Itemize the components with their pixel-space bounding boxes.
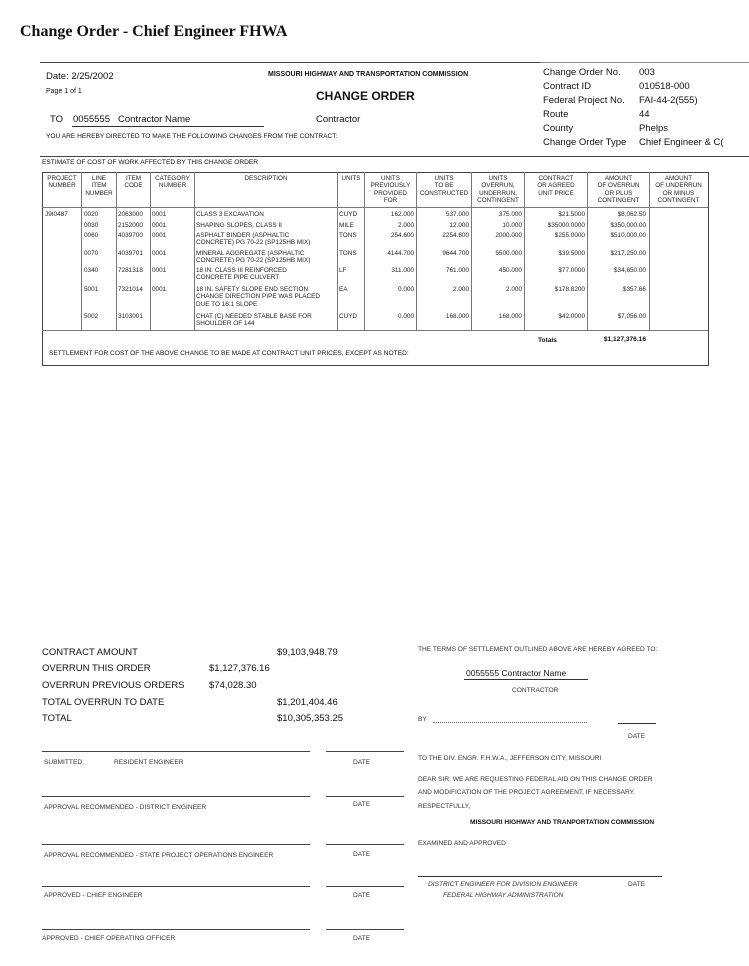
- sig-line-chief-engineer[interactable]: [42, 886, 310, 887]
- col-header-units-previous: UNITS PREVIOUSLY PROVIDED FOR: [370, 175, 411, 204]
- sig-line-state-ops[interactable]: [42, 844, 310, 845]
- col-sep: [194, 172, 195, 330]
- cell-overrun: 2.000: [506, 286, 522, 293]
- cell-units: LF: [339, 267, 347, 274]
- cell-description: CHAT (C) NEEDED STABLE BASE FOR SHOULDER OF 144: [196, 313, 312, 328]
- by-label: BY: [418, 716, 427, 723]
- cell-line: 0070: [84, 250, 99, 257]
- sig-date-label: DATE: [353, 892, 371, 899]
- cell-previous: 0.000: [398, 313, 414, 320]
- directive-text: YOU ARE HEREBY DIRECTED TO MAKE THE FOLLOWING CHANGES FROM THE CONTRACT:: [46, 133, 338, 140]
- cell-description: 18 IN. CLASS III REINFORCED CONCRETE PIPE CULVERT: [196, 267, 287, 282]
- change-order-type-value: Chief Engineer & C(: [639, 137, 724, 148]
- cell-previous: 2.000: [398, 222, 414, 229]
- district-engineer-sig-line[interactable]: [418, 876, 662, 877]
- cell-amount-plus: $510,000.00: [610, 232, 646, 239]
- cell-code: 2063000: [118, 211, 143, 218]
- sig-date-label: DATE: [353, 851, 371, 858]
- cell-amount-plus: $350,000.00: [610, 222, 646, 229]
- sig-line-submitted[interactable]: [42, 751, 310, 752]
- cell-previous: 0.000: [398, 286, 414, 293]
- cell-previous: 162.000: [390, 211, 414, 218]
- sig-label-chief-engineer: APPROVED - CHIEF ENGINEER: [44, 892, 143, 899]
- total-overrun-value: $1,201,404.46: [277, 697, 338, 708]
- cell-overrun: 450.000: [498, 267, 522, 274]
- cell-line: 0030: [84, 222, 99, 229]
- sig-date-line-district[interactable]: [326, 796, 404, 797]
- sig-date-line-submitted[interactable]: [326, 751, 404, 752]
- cell-category: 0001: [152, 250, 167, 257]
- commission-name: MISSOURI HIGHWAY AND TRANPORTATION COMMISSION: [470, 819, 655, 826]
- cell-unit-price: $21.5000: [558, 211, 585, 218]
- contract-id-label: Contract ID: [543, 81, 592, 92]
- cell-amount-plus: $34,650.00: [614, 267, 646, 274]
- county-label: County: [543, 123, 574, 134]
- cell-construct: 12.000: [449, 222, 469, 229]
- totals-value: $1,127,376.16: [603, 336, 646, 343]
- change-order-type-label: Change Order Type: [543, 137, 627, 148]
- total-value: $10,305,353.25: [277, 713, 344, 724]
- cell-line: 5002: [84, 313, 99, 320]
- col-header-units-construct: UNITS TO BE CONSTRUCTED: [419, 175, 469, 197]
- total-label: TOTAL: [42, 713, 72, 724]
- overrun-previous-value: $74,028.30: [209, 680, 257, 691]
- federal-project-value: FAI-44-2(555): [639, 95, 698, 106]
- cell-overrun: 2000.000: [495, 232, 522, 239]
- contractor-underline: [72, 126, 264, 127]
- examined-text: EXAMINED AND APPROVED: [418, 840, 506, 847]
- cell-description: ASPHALT BINDER (ASPHALTIC CONCRETE) PG 70-22 (SP125HB MIX): [196, 232, 311, 247]
- terms-text: THE TERMS OF SETTLEMENT OUTLINED ABOVE ARE HEREBY AGREED TO:: [418, 646, 658, 653]
- col-sep: [337, 172, 338, 330]
- cell-project: J9I0487: [45, 211, 68, 218]
- by-date-label: DATE: [628, 733, 646, 740]
- col-header-units-overrun: UNITS OVERRUN, UNDERRUN, CONTINGENT: [477, 175, 519, 204]
- cell-units: TONS: [339, 232, 357, 239]
- cell-line: 5001: [84, 286, 99, 293]
- cell-previous: 311.000: [391, 267, 414, 274]
- cell-units: CUYD: [339, 313, 358, 320]
- cell-amount-plus: $8,062.50: [617, 211, 646, 218]
- table-top-rule: [40, 156, 749, 157]
- date-label: Date: 2/25/2002: [46, 71, 114, 82]
- total-overrun-label: TOTAL OVERRUN TO DATE: [42, 697, 165, 708]
- cell-category: 0001: [152, 286, 167, 293]
- settlement-note: SETTLEMENT FOR COST OF THE ABOVE CHANGE TO BE MADE AT CONTRACT UNIT PRICES, EXCEPT AS NOTED:: [49, 350, 409, 357]
- overrun-this-value: $1,127,376.16: [209, 663, 270, 674]
- cell-units: CUYD: [339, 211, 358, 218]
- contractor-signature: 0055555 Contractor Name: [466, 668, 567, 678]
- doc-title: CHANGE ORDER: [316, 89, 415, 103]
- col-header-amount-overrun: AMOUNT OF OVERRUN OR PLUS CONTINGENT: [597, 175, 640, 204]
- sig-label-submitted: SUBMITTED: [44, 759, 83, 766]
- overrun-previous-label: OVERRUN PREVIOUS ORDERS: [42, 680, 185, 691]
- cell-overrun: 375.000: [498, 211, 522, 218]
- agency-name: MISSOURI HIGHWAY AND TRANSPORTATION COMMISSION: [268, 71, 469, 78]
- col-header-amount-underrun: AMOUNT OF UNDERRUN OR MINUS CONTINGENT: [655, 175, 702, 204]
- district-engineer-date-label: DATE: [628, 881, 646, 888]
- route-value: 44: [639, 109, 650, 120]
- sig-date-label: DATE: [353, 935, 371, 942]
- fhwa-label: FEDERAL HIGHWAY ADMINISTRATION: [443, 892, 564, 899]
- col-header-description: DESCRIPTION: [244, 175, 288, 182]
- cell-code: 4039700: [118, 232, 143, 239]
- contractor-sig-label: CONTRACTOR: [512, 687, 559, 694]
- sig-date-line-state-ops[interactable]: [326, 844, 404, 845]
- cell-overrun: 10.000: [502, 222, 522, 229]
- col-header-project: PROJECT NUMBER: [47, 175, 77, 190]
- cell-overrun: 5500.000: [495, 250, 522, 257]
- page-title: Change Order - Chief Engineer FHWA: [20, 23, 288, 40]
- contractor-name: Contractor Name: [118, 114, 191, 125]
- sig-date-label: DATE: [353, 759, 371, 766]
- overrun-this-label: OVERRUN THIS ORDER: [42, 663, 151, 674]
- totals-label: Totals: [538, 337, 557, 344]
- cell-construct: 537.000: [445, 211, 469, 218]
- cell-unit-price: $35000.0000: [547, 222, 585, 229]
- cell-category: 0001: [152, 232, 167, 239]
- cell-unit-price: $178.8200: [554, 286, 585, 293]
- cell-previous: 254.600: [390, 232, 414, 239]
- county-value: Phelps: [639, 123, 669, 134]
- cell-description: 18 IN. SAFETY SLOPE END SECTION CHANGE DIRECTION PIPE WAS PLACED DUE TO 16:1 SLOPE: [196, 286, 321, 308]
- district-engineer-label: DISTRICT ENGINEER FOR DIVISION ENGINEER: [428, 881, 578, 888]
- contract-amount-label: CONTRACT AMOUNT: [42, 647, 138, 658]
- col-header-units: UNITS: [341, 175, 361, 182]
- cell-code: 7281318: [118, 267, 143, 274]
- federal-project-label: Federal Project No.: [543, 95, 625, 106]
- contractor-id: 0055555: [73, 114, 110, 125]
- cell-code: 2152000: [118, 222, 143, 229]
- cell-category: 0001: [152, 222, 167, 229]
- cell-code: 4039701: [118, 250, 143, 257]
- cell-description: SHAPING SLOPES, CLASS II: [196, 222, 282, 229]
- cell-code: 7321014: [118, 286, 143, 293]
- col-header-category: CATEGORY NUMBER: [155, 175, 190, 190]
- by-date-line[interactable]: [618, 723, 656, 724]
- sig-line-district[interactable]: [42, 796, 310, 797]
- cell-unit-price: $39.5000: [558, 250, 585, 257]
- header-top-rule-right: [540, 62, 749, 63]
- dear-sir-line1: DEAR SIR: WE ARE REQUESTING FEDERAL AID ON THIS CHANGE ORDER: [418, 776, 653, 783]
- cell-unit-price: $42.0000: [558, 313, 585, 320]
- cell-construct: 168.000: [445, 313, 469, 320]
- cell-units: MILE: [339, 222, 354, 229]
- table-header-rule: [42, 207, 708, 208]
- change-order-no-label: Change Order No.: [543, 67, 621, 78]
- cell-category: 0001: [152, 211, 167, 218]
- cell-construct: 761.000: [445, 267, 469, 274]
- col-header-item-code: ITEM CODE: [124, 175, 143, 190]
- by-sig-line[interactable]: [433, 722, 587, 723]
- cell-units: EA: [339, 286, 348, 293]
- cell-construct: 2254.600: [442, 232, 469, 239]
- col-sep: [150, 172, 151, 330]
- cell-description: MINERAL AGGREGATE (ASPHALTIC CONCRETE) PG 70-22 (SP125HB MIX): [196, 250, 311, 265]
- table-body-bottom-rule: [42, 330, 708, 331]
- cell-category: 0001: [152, 267, 167, 274]
- sig-label-state-ops: APPROVAL RECOMMENDED - STATE PROJECT OPERATIONS ENGINEER: [44, 852, 274, 859]
- sig-label-district: APPROVAL RECOMMENDED - DISTRICT ENGINEER: [44, 804, 207, 811]
- sig-date-line-coo[interactable]: [326, 929, 404, 930]
- contractor-sig-line: [464, 679, 588, 680]
- col-header-unit-price: CONTRACT OR AGREED UNIT PRICE: [537, 175, 575, 197]
- contract-id-value: 010518-000: [639, 81, 690, 92]
- contractor-field-label: Contractor: [316, 114, 361, 125]
- sig-label-coo: APPROVED - CHIEF OPERATING OFFICER: [42, 935, 176, 942]
- cell-construct: 9644.700: [442, 250, 469, 257]
- cell-line: 0060: [84, 232, 99, 239]
- col-header-line-item: LINE ITEM NUMBER: [85, 175, 113, 197]
- page-number: Page 1 of 1: [46, 88, 82, 95]
- cell-construct: 2.000: [453, 286, 469, 293]
- respectfully-text: RESPECTFULLY,: [418, 803, 471, 810]
- change-order-no-value: 003: [639, 67, 655, 78]
- cell-description: CLASS 3 EXCAVATION: [196, 211, 264, 218]
- sig-date-label: DATE: [353, 801, 371, 808]
- sig-label-resident-engineer: RESIDENT ENGINEER: [114, 759, 184, 766]
- sig-date-line-chief-engineer[interactable]: [326, 886, 404, 887]
- header-top-rule: [40, 62, 540, 63]
- cell-units: TONS: [339, 250, 357, 257]
- to-label: TO: [50, 114, 64, 125]
- route-label: Route: [543, 109, 569, 120]
- cell-line: 0340: [84, 267, 99, 274]
- cell-code: 3103001: [118, 313, 143, 320]
- cell-unit-price: $77.0000: [558, 267, 585, 274]
- dear-sir-line2: AND MODIFICATION OF THE PROJECT AGREEMENT, IF NECESSARY.: [418, 789, 636, 796]
- cell-amount-plus: $217,250.00: [610, 250, 646, 257]
- cell-overrun: 168.000: [498, 313, 522, 320]
- cell-unit-price: $255.0000: [554, 232, 585, 239]
- cell-previous: 4144.700: [387, 250, 414, 257]
- cell-amount-plus: $7,056.00: [617, 313, 646, 320]
- col-sep: [116, 172, 117, 330]
- sig-line-coo[interactable]: [42, 929, 310, 930]
- to-division-text: TO THE DIV. ENGR. F.H.W.A., JEFFERSON CITY, MISSOURI: [418, 755, 602, 762]
- cell-amount-plus: $357.66: [622, 286, 646, 293]
- cell-line: 0020: [84, 211, 99, 218]
- contract-amount-value: $9,103,948.79: [277, 647, 338, 658]
- table-caption: ESTIMATE OF COST OF WORK AFFECTED BY THIS CHANGE ORDER: [42, 159, 259, 166]
